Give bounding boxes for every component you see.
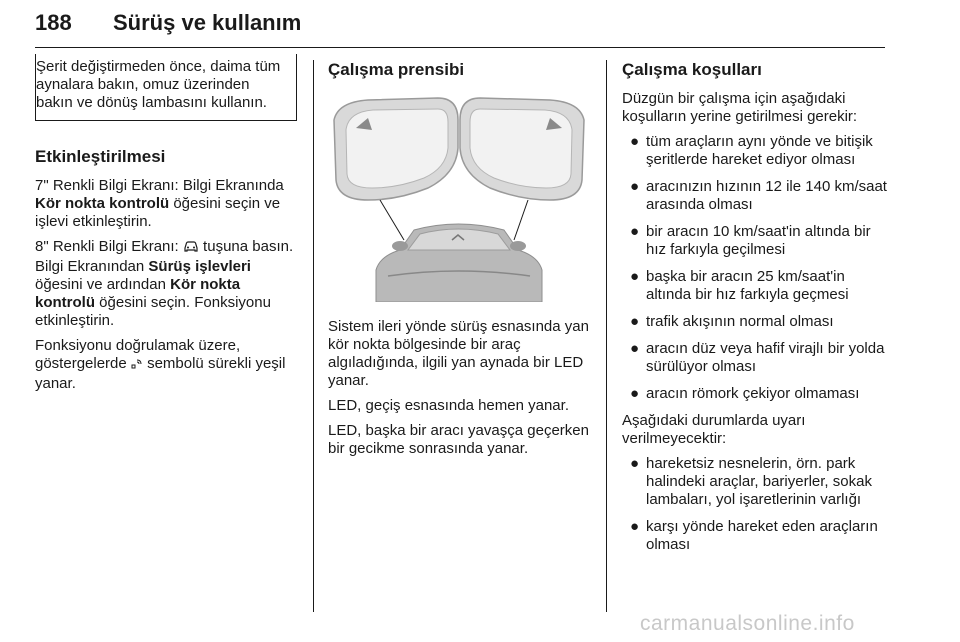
list-item: ● aracın römork çekiyor olmaması (630, 385, 860, 402)
column-right (622, 60, 887, 563)
mirror-illustration (328, 90, 590, 302)
principle-paragraph-1: Sistem ileri yönde sürüş esnasında yan kör nokta bölgesinde bir araç algıladığında, ilgili yan aynada bir LED yanar. (328, 318, 589, 389)
activation-paragraph-3: Fonksiyonu doğrulamak üzere, göstergelerde sembolü sürekli yeşil yanar. (35, 337, 286, 392)
header-divider (35, 47, 885, 48)
list-item: ● aracın düz veya hafif virajlı bir yolda sürülüyor olması (630, 340, 885, 375)
column-divider-1 (313, 60, 314, 612)
page-number: 188 (35, 10, 72, 35)
activation-paragraph-1: 7" Renkli Bilgi Ekranı: Bilgi Ekranında Kör nokta kontrolü öğesini seçin ve işlevi etkinleştirin. (35, 177, 284, 230)
conditions-list (622, 133, 887, 403)
principle-paragraph-2: LED, geçiş esnasında hemen yanar. (328, 397, 569, 414)
list-item: ● bir aracın 10 km/saat'in altında bir hız farkıyla geçilmesi (630, 223, 871, 258)
list-item: ● trafik akışının normal olması (630, 313, 834, 330)
warning-text: Şerit değiştirmeden önce, daima tüm aynalara bakın, omuz üzerinden bakın ve dönüş lambasını kullanın. (36, 58, 281, 111)
column-middle (328, 60, 590, 465)
activation-heading: Etkinleştirilmesi (35, 147, 166, 166)
activation-paragraph-2: 8" Renkli Bilgi Ekranı: tuşuna basın. Bilgi Ekranından Sürüş işlevleri öğesini ve ardından Kör nokta kontrolü öğesini seçin. Fonksiyonu etkinleştirin. (35, 238, 294, 329)
no-warning-intro: Aşağıdaki durumlarda uyarı verilmeyecektir: (622, 412, 806, 447)
page-header (35, 10, 885, 50)
conditions-heading: Çalışma koşulları (622, 60, 762, 79)
watermark: carmanualsonline.info (640, 612, 855, 635)
conditions-intro: Düzgün bir çalışma için aşağıdaki koşulların yerine getirilmesi gerekir: (622, 90, 858, 125)
principle-paragraph-3: LED, başka bir aracı yavaşça geçerken bir gecikme sonrasında yanar. (328, 422, 589, 457)
warning-box (35, 54, 297, 121)
principle-heading: Çalışma prensibi (328, 60, 465, 79)
list-item: ● hareketsiz nesnelerin, örn. park halindeki araçlar, bariyerler, sokak lambaları, yol işaretlerinin varlığı (630, 455, 872, 508)
column-divider-2 (606, 60, 607, 612)
blind-spot-icon (131, 357, 143, 375)
list-item: ● karşı yönde hareket eden araçların olması (630, 518, 878, 553)
car-settings-icon (183, 239, 199, 258)
list-item: ● aracınızın hızının 12 ile 140 km/saat arasında olması (630, 178, 887, 213)
list-item: ● başka bir aracın 25 km/saat'in altında bir hız farkıyla geçmesi (630, 268, 849, 303)
no-warning-list (622, 455, 887, 554)
column-left (35, 60, 297, 400)
section-title: Sürüş ve kullanım (113, 10, 302, 35)
list-item: ● tüm araçların aynı yönde ve bitişik şeritlerde hareket ediyor olması (630, 133, 873, 168)
